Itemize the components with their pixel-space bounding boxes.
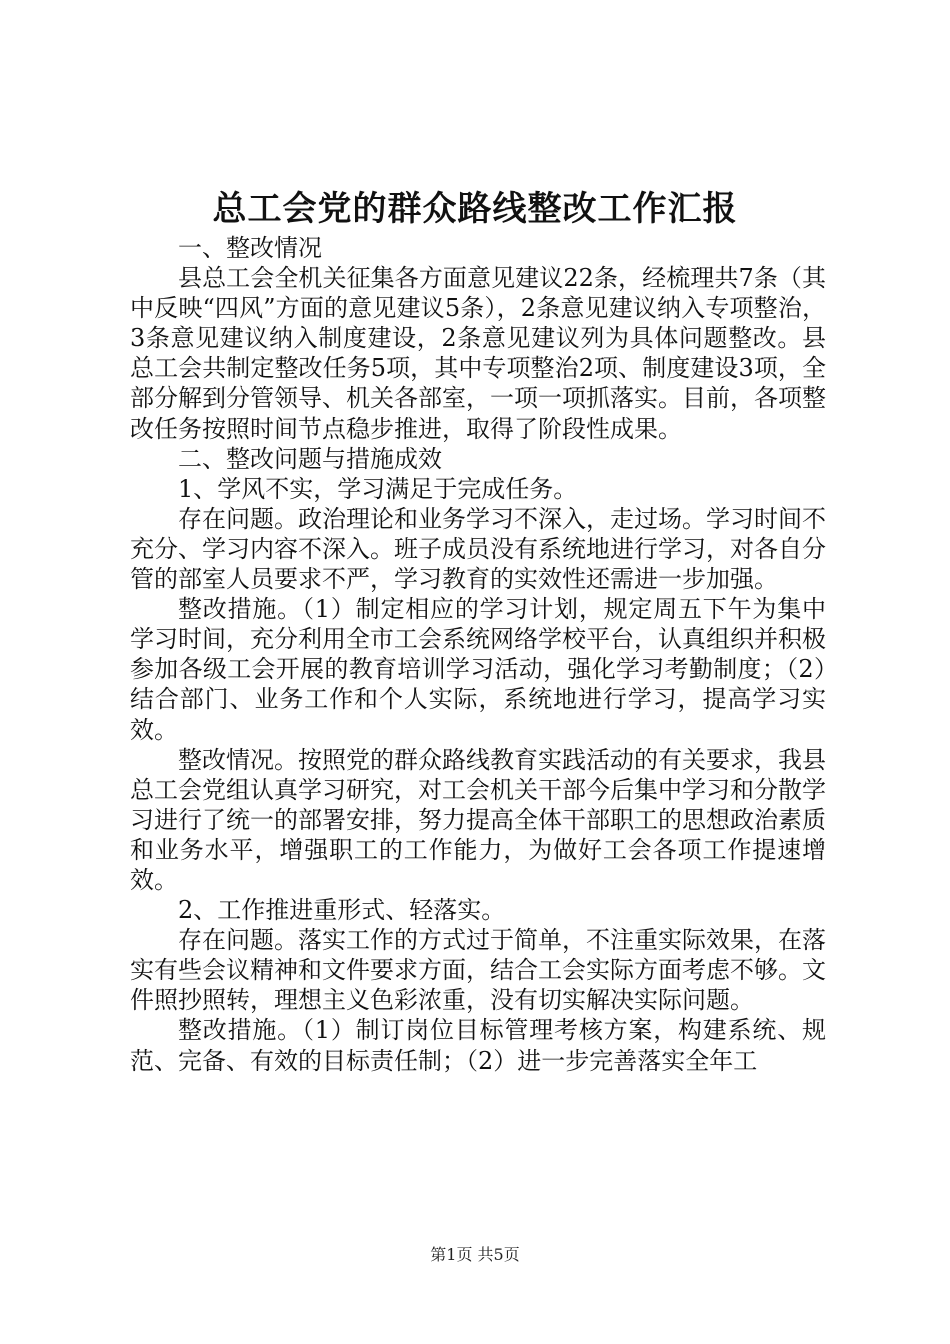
- section-heading: 一、整改情况: [178, 234, 322, 262]
- body-paragraph: 整改措施。（1）制订岗位目标管理考核方案，构建系统、规范、完备、有效的目标责任制；（2）进一步完善落实全年工: [130, 1016, 826, 1075]
- body-paragraph: 存在问题。政治理论和业务学习不深入，走过场。学习时间不充分、学习内容不深入。班子成员没有系统地进行学习，对各自分管的部室人员要求不严，学习教育的实效性还需进一步加强。: [130, 504, 826, 594]
- body-paragraph: 整改情况。按照党的群众路线教育实践活动的有关要求，我县总工会党组认真学习研究，对工会机关干部今后集中学习和分散学习进行了统一的部署安排，努力提高全体干部职工的思想政治素质和业务水平，增强职工的工作能力，为做好工会各项工作提速增效。: [130, 745, 826, 894]
- subsection-heading: 1、学风不实，学习满足于完成任务。: [178, 474, 578, 503]
- section-heading: 二、整改问题与措施成效: [178, 444, 442, 473]
- body-paragraph: 存在问题。落实工作的方式过于简单，不注重实际效果，在落实有些会议精神和文件要求方面，结合工会实际方面考虑不够。文件照抄照转，理想主义色彩浓重，没有切实解决实际问题。: [130, 926, 826, 1015]
- subsection-heading: 2、工作推进重形式、轻落实。: [178, 896, 506, 925]
- body-paragraph: 县总工会全机关征集各方面意见建议22条，经梳理共7条（其中反映“四风”方面的意见建议5条），2条意见建议纳入专项整治，3条意见建议纳入制度建设，2条意见建议列为具体问题整改。县总工会共制定整改任务5项，其中专项整治2项、制度建设3项，全部分解到分管领导、机关各部室，一项一项抓落实。目前，各项整改任务按照时间节点稳步推进，取得了阶段性成果。: [130, 264, 826, 443]
- page-footer: 第1页 共5页: [430, 1245, 520, 1264]
- body-paragraph: 整改措施。（1）制定相应的学习计划，规定周五下午为集中学习时间，充分利用全市工会系统网络学校平台，认真组织并积极参加各级工会开展的教育培训学习活动，强化学习考勤制度；（2）结合部门、业务工作和个人实际，系统地进行学习，提高学习实效。: [130, 595, 826, 744]
- document-body: [130, 233, 826, 1076]
- document-title: 总工会党的群众路线整改工作汇报: [212, 189, 738, 229]
